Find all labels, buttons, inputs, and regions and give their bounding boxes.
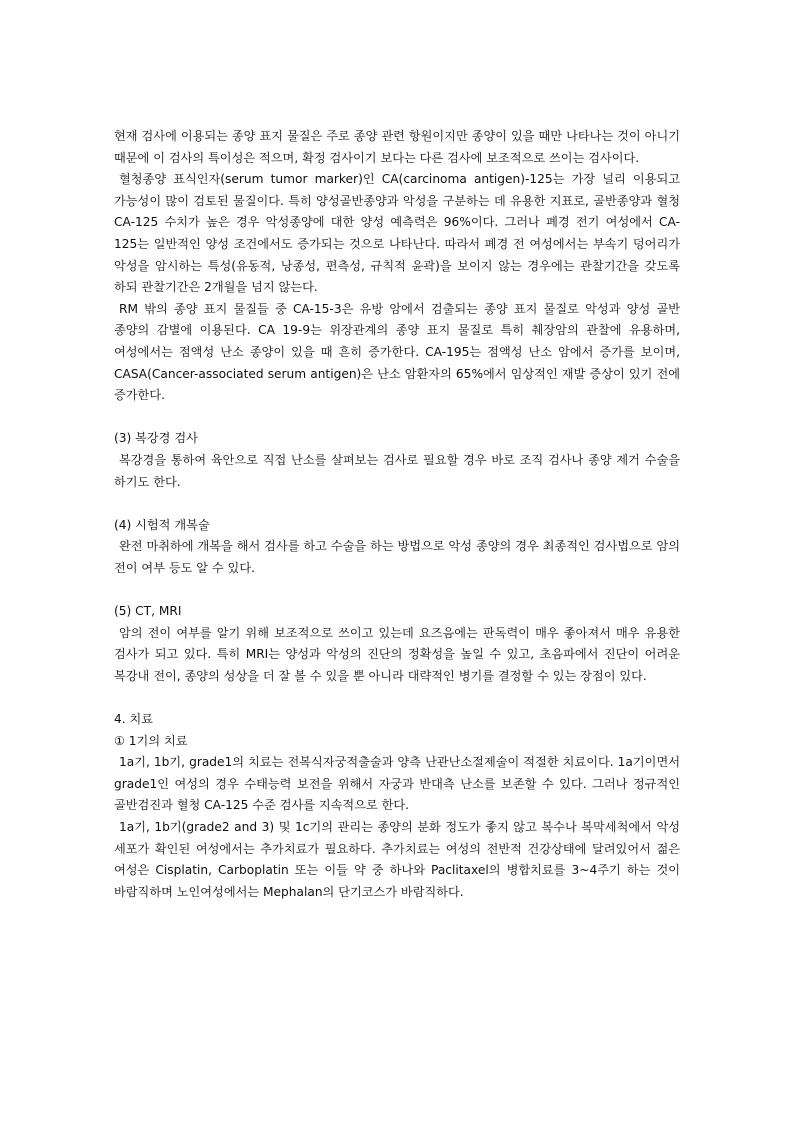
heading-treatment: 4. 치료 (114, 712, 154, 727)
paragraph-ca125: 혈청종양 표식인자(serum tumor marker)인 CA(carcinoma antigen)-125는 가장 널리 이용되고 가능성이 많이 검토된 물질이다. 특히 양성골반종양과 악성을 구분하는 데 유용한 지표로, 골반종양과 혈청 CA-125 수치가 높은 경우 악성종양에 대한 양성 예측력은 96%이다. 그러나 폐경 전기 여성에서 CA-125는 일반적인 양성 조건에서도 증가되는 것으로 나타난다. 따라서 폐경 전 여성에서는 부속기 덩어리가 악성을 암시하는 특성(유동적, 낭종성, 편측성, 규칙적 윤곽)을 보이지 않는 경우에는 관찰기간을 갖도록 하되 관찰기간은 2개월을 넘지 않는다. (114, 172, 680, 295)
heading-ct-mri: (5) CT, MRI (114, 604, 182, 619)
paragraph-stage1-surgery: 1a기, 1b기, grade1의 치료는 전복식자궁적출술과 양측 난관난소절제술이 적절한 치료이다. 1a기이면서 grade1인 여성의 경우 수태능력 보전을 위해서 자궁과 반대측 난소를 보존할 수 있다. 그러나 정규적인 골반검진과 혈청 CA-125 수준 검사를 지속적으로 한다. (114, 755, 680, 813)
spacer (114, 493, 680, 515)
heading-stage1-treatment: ① 1기의 치료 (114, 733, 188, 748)
paragraph-stage1-adjuvant: 1a기, 1b기(grade2 and 3) 및 1c기의 관리는 종양의 분화 정도가 좋지 않고 복수나 복막세척에서 악성 세포가 확인된 여성에서는 추가치료가 필요하다. 추가치료는 여성의 전반적 건강상태에 달려있어서 젊은 여성은 Cisplatin, Carboplatin 또는 이들 약 중 하나와 Paclitaxel의 병합치료를 3~4주기 하는 것이 바람직하며 노인여성에서는 Mephalan의 단기코스가 바람직하다. (114, 820, 680, 899)
paragraph-laparoscopy: 복강경을 통하여 육안으로 직접 난소를 살펴보는 검사로 필요할 경우 바로 조직 검사나 종양 제거 수술을 하기도 한다. (114, 452, 680, 489)
document-page (114, 126, 680, 903)
spacer (114, 407, 680, 429)
paragraph-tumor-markers-intro: 현재 검사에 이용되는 종양 표지 물질은 주로 종양 관련 항원이지만 종양이 있을 때만 나타나는 것이 아니기 때문에 이 검사의 특이성은 적으며, 확정 검사이기 보다는 다른 검사에 보조적으로 쓰이는 검사이다. (114, 129, 680, 165)
heading-laparoscopy: (3) 복강경 검사 (114, 431, 198, 446)
paragraph-exploratory-laparotomy: 완전 마취하에 개복을 해서 검사를 하고 수술을 하는 방법으로 악성 종양의 경우 최종적인 검사법으로 암의 전이 여부 등도 알 수 있다. (114, 539, 680, 575)
heading-exploratory-laparotomy: (4) 시험적 개복술 (114, 517, 210, 532)
spacer (114, 579, 680, 601)
paragraph-other-markers: RM 밖의 종양 표지 물질들 중 CA-15-3은 유방 암에서 검출되는 종양 표지 물질로 악성과 양성 골반 종양의 감별에 이용된다. CA 19-9는 위장관계의 종양 표지 물질로 특히 췌장암의 관찰에 유용하며, 여성에서는 점액성 난소 종양이 있을 때 흔히 증가한다. CA-195는 점액성 난소 암에서 증가를 보이며, CASA(Cancer-associated serum antigen)은 난소 암환자의 65%에서 임상적인 재발 증상이 있기 전에 증가한다. (114, 301, 680, 403)
spacer (114, 687, 680, 709)
paragraph-ct-mri: 암의 전이 여부를 알기 위해 보조적으로 쓰이고 있는데 요즈음에는 판독력이 매우 좋아져서 매우 유용한 검사가 되고 있다. 특히 MRI는 양성과 악성의 진단의 정확성을 높일 수 있고, 초음파에서 진단이 어려운 복강내 전이, 종양의 성상을 더 잘 볼 수 있을 뿐 아니라 대략적인 병기를 결정할 수 있는 장점이 있다. (114, 625, 680, 683)
